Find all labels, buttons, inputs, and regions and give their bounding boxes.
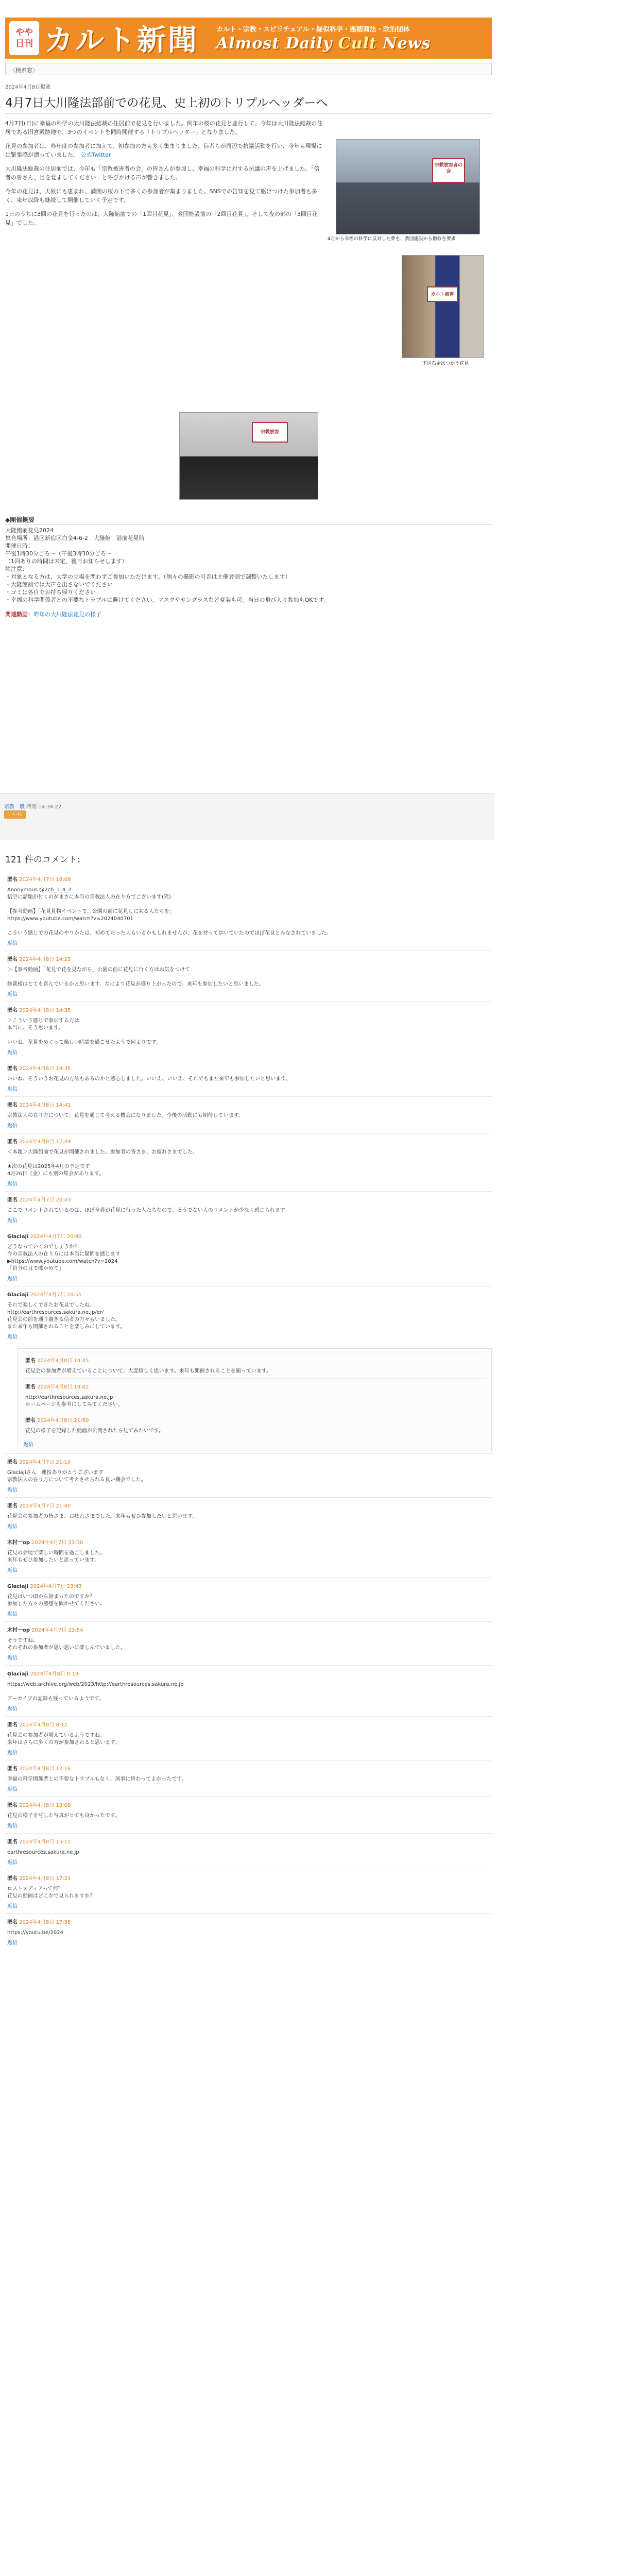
comment <box>5 1228 492 1286</box>
comment-author[interactable]: 木村一op <box>7 1540 30 1546</box>
breadcrumb[interactable]: 〈検索窓〉 <box>5 63 492 75</box>
comment-body: https://youtu.be/2024 <box>7 1930 63 1936</box>
event-line: ・幸福の科学関係者との不要なトラブルは避けてください。マスクやサングラスなど変装も可。当日の飛び入り参加もOKです。 <box>5 597 330 603</box>
comment <box>5 1497 492 1534</box>
comment-meta <box>7 1802 490 1809</box>
comment <box>5 1621 492 1665</box>
category-link[interactable]: 宗教一般 <box>4 804 25 810</box>
twitter-link[interactable]: 公式Twitter <box>80 151 111 158</box>
comment-timestamp[interactable]: 2024年4月8日 17:21 <box>19 1876 71 1882</box>
comment-body: 花見会の参加者の皆さま、お疲れさまでした。来年もぜひ参加したいと思います。 <box>7 1514 198 1519</box>
related-video-link[interactable]: 昨年の大川隆法花見の様子 <box>33 611 101 618</box>
comment-timestamp[interactable]: 2024年4月8日 17:49 <box>19 1139 71 1145</box>
site-title[interactable]: カルト新聞 <box>44 23 199 57</box>
comment <box>5 1578 492 1621</box>
comment <box>5 1870 492 1913</box>
comment-author[interactable]: 匿名 <box>7 1008 18 1013</box>
comment-timestamp[interactable]: 2024年4月7日 20:55 <box>30 1292 82 1298</box>
reply-link[interactable]: 返信 <box>7 1655 18 1661</box>
comment-meta <box>7 1007 490 1014</box>
comment <box>5 871 492 951</box>
comment-timestamp[interactable]: 2024年4月8日 14:23 <box>19 957 71 962</box>
comment-timestamp[interactable]: 2024年4月7日 23:43 <box>30 1584 82 1589</box>
photo-2[interactable] <box>402 255 484 358</box>
comment-author[interactable]: 匿名 <box>7 1876 18 1882</box>
protest-sign-c: 宗教被害 <box>252 422 288 443</box>
comment-body: ＜本題＞大隆館前で花見が開催されました。参加者の皆さま、お疲れさまでした。 ★次の花見は2025年4月の予定です 4月26日（金）にも別の集会があります。 <box>7 1149 198 1177</box>
comment <box>5 1133 492 1191</box>
comment-author[interactable]: 匿名 <box>7 1503 18 1509</box>
comment-meta <box>7 1197 490 1204</box>
comment-author[interactable]: 匿名 <box>7 1066 18 1072</box>
comment-author[interactable]: 匿名 <box>25 1384 36 1390</box>
comment-timestamp[interactable]: 2024年4月8日 21:50 <box>37 1418 89 1423</box>
post-footer <box>0 793 494 840</box>
comment-body: 花見の会場で楽しい時間を過ごしました。 来年もぜひ参加したいと思っています。 <box>7 1550 105 1563</box>
comment-body: 花見はいつ頃から始まったのですか？ 参加した方々の感想を聞かせてください。 <box>7 1594 105 1607</box>
photo-1-caption: 4月から幸福の科学に反対した夢を、教団施設から撤収を要求 <box>328 236 456 242</box>
badge-bottom: 日刊 <box>15 39 33 49</box>
comment-body: 花見の様子を写した写真がとても良かったです。 <box>7 1813 121 1819</box>
comment-body: ここでコメントされているのは、ほぼ全員が花見に行った人たちなので、そうでない人のコメントが少なく感じられます。 <box>7 1208 290 1213</box>
event-line: ・大隆館前では大声を出さないでください <box>5 581 113 588</box>
reply-link[interactable]: 返信 <box>7 1750 18 1756</box>
badge-top: やや <box>15 27 33 38</box>
reply-link[interactable]: 返信 <box>7 1276 18 1282</box>
comment-meta <box>7 1583 490 1590</box>
comment-timestamp[interactable]: 2024年4月8日 14:35 <box>19 1008 71 1013</box>
comment-body: いいね、そういうお花見の方法もあるのかと感心しました。いいえ、いいえ、それでもまた来年も参加したいと思います。 <box>7 1076 291 1082</box>
comment-meta <box>7 1627 490 1634</box>
comment-author[interactable]: 匿名 <box>7 1722 18 1728</box>
reply-thread <box>18 1348 492 1451</box>
comment <box>5 1453 492 1497</box>
reply-link[interactable]: 返信 <box>7 1123 18 1129</box>
reply-link[interactable]: 返信 <box>7 1524 18 1530</box>
comment-timestamp[interactable]: 2024年4月8日 14:45 <box>37 1358 89 1364</box>
comment-timestamp[interactable]: 2024年4月8日 18:02 <box>37 1384 89 1390</box>
reply-link[interactable]: 返信 <box>7 1568 18 1573</box>
paragraph-2: 花見の参加者は、昨年度の参加者に加えて、初参加の方も多く集まりました。信者らが周辺で抗議活動を行い、今年も現場には緊張感が漂っていました。 公式Twitter <box>5 143 322 158</box>
article <box>5 82 492 618</box>
comment-author[interactable]: 匿名 <box>7 877 18 883</box>
comment-timestamp[interactable]: 2024年4月8日 12:16 <box>19 1766 71 1772</box>
event-line: 大隆館前花見2024 <box>5 527 54 534</box>
site-tagline: カルト・宗教・スピリチュアル・疑似科学・悪徳商法・政治団体 <box>216 26 410 33</box>
comment-author[interactable]: 匿名 <box>7 1197 18 1203</box>
comment <box>5 1286 492 1344</box>
reply-link[interactable]: 返信 <box>7 1787 18 1792</box>
site-header <box>5 18 492 59</box>
protest-sign-a: 宗教被害者の会 <box>432 158 465 183</box>
comment-meta <box>7 1233 490 1241</box>
comment-meta <box>25 1417 484 1425</box>
comment-author[interactable]: Glaciaji <box>7 1671 29 1677</box>
comment-author[interactable]: 匿名 <box>7 1103 18 1108</box>
event-heading: ◆開催概要 <box>5 515 492 524</box>
comment-timestamp[interactable]: 2024年4月8日 8:12 <box>19 1722 67 1728</box>
paragraph-1: 4月7日(日)に幸福の科学の大川隆法総裁の住居前で花見を行いました。例年の桜の花見と並行して、今年は大川隆法総裁の住居である旧宮殿跡地で、3つのイベントを同時開催する「トリプルヘッダー」となりました。 <box>5 120 323 135</box>
comment-body: どうなっていくのでしょうか？ 今の宗教法人の在り方には本当に疑問を感じます ▶https://www.youtube.com/watch?v=2024 「自分の目で確かめて」 <box>7 1244 121 1272</box>
comment <box>23 1378 486 1412</box>
paragraph-5: 1日のうちに3回の花見を行ったのは、大隆館前での「1回目花見」、教団施設前の「2回目花見」、そして夜の部の「3回目花見」でした。 <box>5 211 318 226</box>
comment-body: 花見の様子を記録した動画が公開されたら見てみたいです。 <box>25 1428 164 1434</box>
event-line: 諸注意： <box>5 566 28 572</box>
comment <box>5 1797 492 1833</box>
paragraph-3: 大川隆法総裁の住居前では、今年も「宗教被害者の会」の皆さんが参加し、幸福の科学に対する抗議の声を上げました。「信者の皆さん、目を覚ましてください」と呼びかける声が響きました。 <box>5 165 320 181</box>
comment-author[interactable]: 匿名 <box>7 1839 18 1845</box>
comment-body: ロストメディアって何？ 花見の動画はどこかで見られますか？ <box>7 1886 95 1899</box>
comment-meta <box>7 1292 490 1299</box>
event-line: （1回ありの時間は未定、後日お知らせします） <box>5 558 128 565</box>
category-line: 宗教一般 時刻 14:34:22 <box>4 804 62 810</box>
site-title-en: Almost Daily Cult News <box>216 35 431 53</box>
reply-link[interactable]: 返信 <box>7 1612 18 1617</box>
comment-body: 宗教法人の在り方について、花見を通じて考える機会になりました。今後の活動にも期待しています。 <box>7 1113 244 1118</box>
like-button[interactable]: いいね <box>4 810 26 819</box>
comment-timestamp[interactable]: 2024年4月7日 21:40 <box>19 1503 71 1509</box>
comment-meta <box>7 1875 490 1883</box>
comment-author[interactable]: 匿名 <box>25 1358 36 1364</box>
comment-body: http://earthresources.sakura.ne.jp ホームページも参考にしてみてください。 <box>25 1395 123 1408</box>
comment-meta <box>7 1839 490 1846</box>
comment <box>5 1665 492 1716</box>
comment-author[interactable]: Glaciaji <box>7 1292 29 1298</box>
event-line: 集合場所：港区新宿区白金4-6-2 大隆館 港前花見時 <box>5 535 145 541</box>
comment-timestamp[interactable]: 2024年4月8日 14:35 <box>19 1066 71 1072</box>
event-line: 午後1時30分ごろ〜（午後3時30分ごろ〜 <box>5 550 112 557</box>
comment <box>5 1716 492 1760</box>
comment-body: Anonymous @2ch_1_4_2 悟空に話題が付くのがまさに本当の宗教法人の在り方でございます(笑) 【参考動画】「花見見物イベントで、公園の前に花見しに来る人たちを」 https://www.youtube.com/watch?v=2024040701 こういう感じでの花見のやりかたは、初めてだった人もいるかもしれませんが、花を持って歩いていたのでほぼ花見とみなされていました。 <box>7 887 332 936</box>
comment-meta <box>7 1102 490 1109</box>
comment-author[interactable]: 匿名 <box>7 1139 18 1145</box>
comment <box>5 951 492 1002</box>
reply-thread-link[interactable]: 返信 <box>23 1442 33 1448</box>
comment-meta <box>7 876 490 884</box>
comment-timestamp[interactable]: 2024年4月7日 21:10 <box>19 1460 71 1465</box>
comment-timestamp[interactable]: 2024年4月7日 18:08 <box>19 877 71 883</box>
event-line: ・対象となる方は、大学の立場を問わずご参加いただけます。（個々の撮影の可否は主催者側で調整いたします） <box>5 573 291 580</box>
comment <box>5 1760 492 1797</box>
comment-author[interactable]: 木村一op <box>7 1628 30 1633</box>
comment <box>5 1191 492 1228</box>
comment-list <box>5 871 492 1950</box>
comment <box>23 1412 486 1438</box>
comment-timestamp[interactable]: 2024年4月8日 13:08 <box>19 1803 71 1808</box>
comment-meta <box>7 1139 490 1146</box>
photo-2-caption: 下送石金次つかう花見 <box>422 361 469 366</box>
event-summary <box>5 515 492 618</box>
reply-link[interactable]: 返信 <box>7 1050 18 1056</box>
reply-link[interactable]: 返信 <box>7 992 18 997</box>
event-line: ・ゴミは各自でお持ち帰りください <box>5 589 96 596</box>
comment-timestamp[interactable]: 2024年4月7日 23:54 <box>31 1628 83 1633</box>
comment-author[interactable]: 匿名 <box>7 1460 18 1465</box>
comment-body: 花見会の参加者が増えているようですね。 来年はさらに多くの方が参加されると思います。 <box>7 1733 121 1745</box>
comment-author[interactable]: 匿名 <box>7 1803 18 1808</box>
comment-meta <box>25 1358 484 1365</box>
reply-link[interactable]: 返信 <box>7 1940 18 1946</box>
comment-author[interactable]: Glaciaji <box>7 1584 29 1589</box>
reply-link[interactable]: 返信 <box>7 1487 18 1493</box>
comment-body: earthresources.sakura.ne.jp <box>7 1850 79 1855</box>
protest-sign-b: カルト被害 <box>427 286 458 302</box>
post-date: 2024年4月8日掲載 <box>5 84 51 90</box>
comment-author[interactable]: 匿名 <box>25 1418 36 1423</box>
comment-timestamp[interactable]: 2024年4月8日 14:41 <box>19 1103 71 1108</box>
comment-timestamp[interactable]: 2024年4月8日 15:11 <box>19 1839 71 1845</box>
photo-3[interactable] <box>179 412 318 500</box>
comment-author[interactable]: 匿名 <box>7 1920 18 1925</box>
comment-body: ＞【参考動画】「花見で花を見ながら」公園の前に花見に行く方はお気をつけて 総裁様はとても喜んでいるかと思います。なにより花見が盛り上がったので、来年も参加したいと思いました。 <box>7 967 264 987</box>
comment-timestamp[interactable]: 2024年4月7日 20:49 <box>30 1234 82 1240</box>
post-title: 4月7日大川隆法部前での花見、史上初のトリプルヘッダーへ <box>5 93 492 114</box>
comment-body: そうですね。 それぞれの参加者が思い思いに楽しんでいました。 <box>7 1638 126 1651</box>
comment-meta <box>7 1459 490 1466</box>
reply-link[interactable]: 返信 <box>7 1218 18 1224</box>
comment-body: それで楽しくできたお花見でしたね。 http://earthresources.sakura.ne.jp/er/ 花見会の前を通り過ぎる信者の方々もいました。 また来年も開催されることを楽しみにしています。 <box>7 1302 126 1330</box>
comment-body: Glaciajiさん 連投ありがとうございます 宗教法人の在り方について考えさせられる良い機会でした。 <box>7 1470 146 1483</box>
tagline-box <box>216 24 431 53</box>
reply-link[interactable]: 返信 <box>7 1334 18 1340</box>
comment-timestamp[interactable]: 2024年4月8日 17:38 <box>19 1920 71 1925</box>
comment-meta <box>7 1919 490 1926</box>
comment-timestamp[interactable]: 2024年4月8日 0:19 <box>30 1671 79 1677</box>
reply-link[interactable]: 返信 <box>7 1860 18 1866</box>
comment-meta <box>7 1539 490 1547</box>
comment-body: 花見会の参加者が増えていることについて、大変嬉しく思います。来年も開催されることを願っています。 <box>25 1368 271 1374</box>
paragraph-4: 今年の花見は、天候にも恵まれ、満開の桜の下で多くの参加者が集まりました。SNSでの告知を見て駆けつけた参加者も多く、来年以降も継続して開催していく予定です。 <box>5 188 317 204</box>
reply-link[interactable]: 返信 <box>7 1181 18 1187</box>
comment-meta <box>7 1671 490 1678</box>
comment-author[interactable]: 匿名 <box>7 1766 18 1772</box>
comment-meta <box>7 1722 490 1729</box>
event-line: 開催日時： <box>5 543 33 549</box>
comment-meta <box>7 1065 490 1073</box>
reply-link[interactable]: 返信 <box>7 1706 18 1712</box>
comment <box>5 1002 492 1060</box>
logo-badge[interactable] <box>9 21 39 55</box>
reply-link[interactable]: 返信 <box>7 941 18 946</box>
comment <box>5 1833 492 1870</box>
comment-body: ＞こういう感じで参加する方は 本当に、そう思います。 いいね、花見をめぐって楽しい時間を過ごせたようで何よりです。 <box>7 1018 161 1045</box>
reply-link[interactable]: 返信 <box>7 1904 18 1909</box>
comment-meta <box>7 1503 490 1510</box>
comment <box>5 1534 492 1578</box>
comment <box>5 1096 492 1133</box>
photo-1[interactable] <box>336 139 480 234</box>
comment <box>5 1913 492 1950</box>
reply-link[interactable]: 返信 <box>7 1823 18 1829</box>
comment-meta <box>25 1384 484 1391</box>
comment-timestamp[interactable]: 2024年4月7日 23:30 <box>31 1540 83 1546</box>
comment-meta <box>7 1766 490 1773</box>
comment-timestamp[interactable]: 2024年4月7日 20:43 <box>19 1197 71 1203</box>
comment-body: https://web.archive.org/web/2023/http://earthresources.sakura.ne.jp アーカイブの記録も残っているようです。 <box>7 1682 184 1702</box>
comment-meta <box>7 956 490 963</box>
comment-body: 幸福の科学関係者との不要なトラブルもなく、無事に終わってよかったです。 <box>7 1776 187 1782</box>
related-video: 関連動画：昨年の大川隆法花見の様子 <box>5 611 101 618</box>
comment-author[interactable]: 匿名 <box>7 957 18 962</box>
comment-author[interactable]: Glaciaji <box>7 1234 29 1240</box>
comments-heading: 121 件のコメント: <box>5 855 80 865</box>
comment <box>5 1060 492 1096</box>
comment <box>23 1352 486 1378</box>
reply-link[interactable]: 返信 <box>7 1087 18 1092</box>
